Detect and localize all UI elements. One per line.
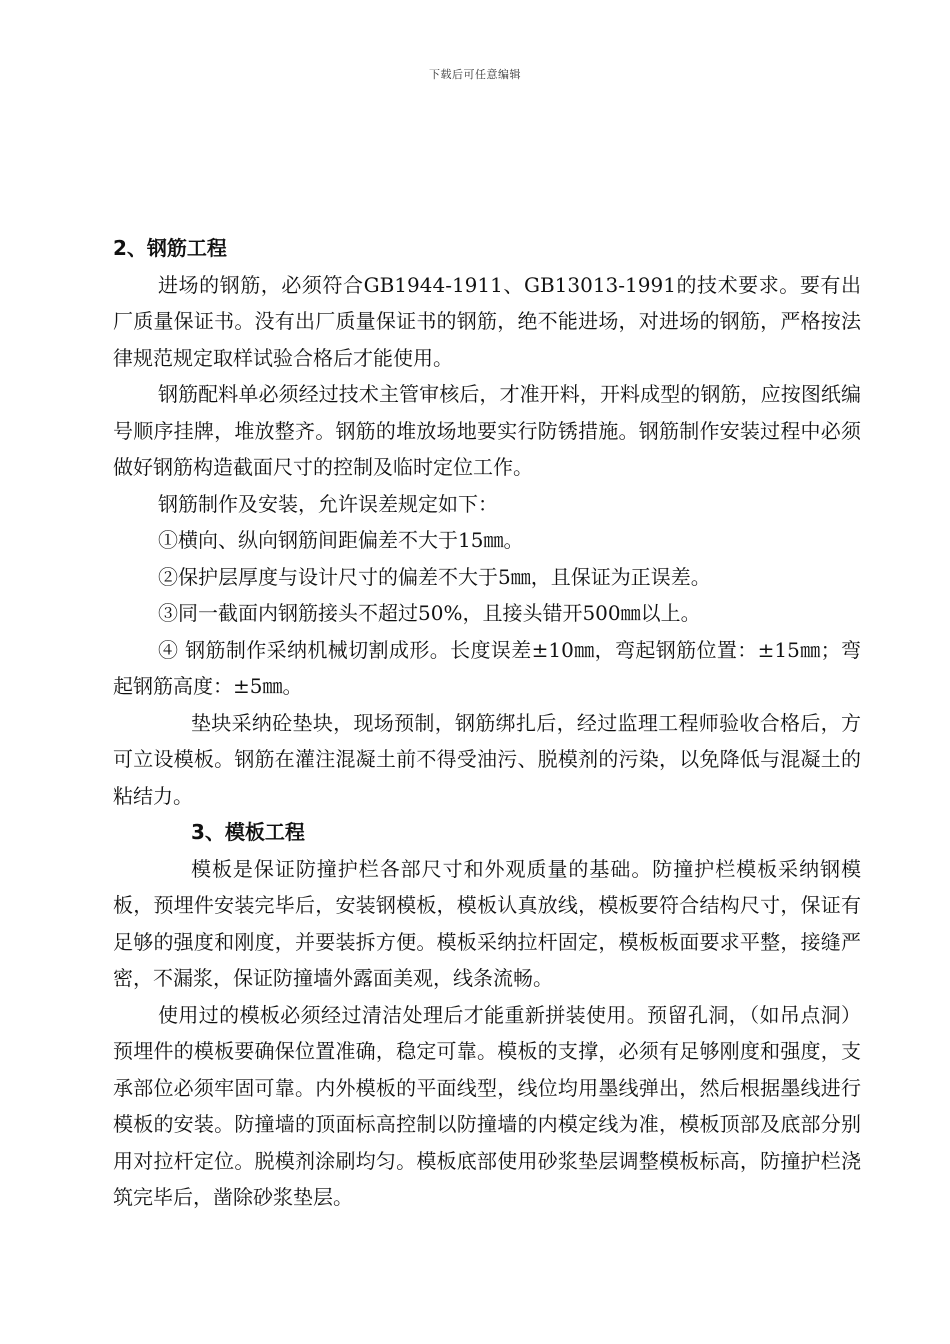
section-2-paragraph-2: 钢筋配料单必须经过技术主管审核后，才准开料，开料成型的钢筋，应按图纸编号顺序挂牌，堆放整齐。钢筋的堆放场地要实行防锈措施。钢筋制作安装过程中必须做好钢筋构造截面尺寸的控制及临时定位工作。 bbox=[113, 382, 861, 479]
section-2-heading: 2、钢筋工程 bbox=[113, 236, 227, 260]
tolerance-item-3: ③同一截面内钢筋接头不超过50%，且接头错开500㎜以上。 bbox=[158, 601, 701, 625]
section-3-paragraph-1: 模板是保证防撞护栏各部尺寸和外观质量的基础。防撞护栏模板采纳钢模板，预埋件安装完毕后，安装钢模板，模板认真放线，模板要符合结构尺寸，保证有足够的强度和刚度，并要装拆方便。模板采纳拉杆固定，模板板面要求平整，接缝严密，不漏浆，保证防撞墙外露面美观，线条流畅。 bbox=[113, 856, 861, 990]
section-3-paragraph-2: 使用过的模板必须经过清洁处理后才能重新拼装使用。预留孔洞，（如吊点洞）预埋件的模板要确保位置准确，稳定可靠。模板的支撑，必须有足够刚度和强度，支承部位必须牢固可靠。内外模板的平面线型，线位均用墨线弹出，然后根据墨线进行模板的安装。防撞墙的顶面标高控制以防撞墙的内模定线为准，模板顶部及底部分别用对拉杆定位。脱模剂涂刷均匀。模板底部使用砂浆垫层调整模板标高，防撞护栏浇筑完毕后，凿除砂浆垫层。 bbox=[113, 1002, 861, 1209]
tolerance-item-1: ①横向、纵向钢筋间距偏差不大于15㎜。 bbox=[158, 528, 524, 552]
section-2-paragraph-1: 进场的钢筋，必须符合GB1944-1911、GB13013-1991的技术要求。要有出厂质量保证书。没有出厂质量保证书的钢筋，绝不能进场，对进场的钢筋，严格按法律规范规定取样试验合格后才能使用。 bbox=[113, 272, 861, 370]
document-body bbox=[113, 230, 861, 1216]
tolerance-item-4: ④ 钢筋制作采纳机械切割成形。长度误差±10㎜，弯起钢筋位置：±15㎜；弯起钢筋高度：±5㎜。 bbox=[113, 637, 861, 698]
section-3-heading: 3、模板工程 bbox=[191, 820, 305, 844]
section-2-paragraph-3: 钢筋制作及安装，允许误差规定如下： bbox=[158, 491, 498, 516]
header-note: 下载后可任意编辑 bbox=[429, 68, 521, 81]
section-2-paragraph-4: 垫块采纳砼垫块，现场预制，钢筋绑扎后，经过监理工程师验收合格后，方可立设模板。钢筋在灌注混凝土前不得受油污、脱模剂的污染，以免降低与混凝土的粘结力。 bbox=[113, 710, 861, 808]
tolerance-item-2: ②保护层厚度与设计尺寸的偏差不大于5㎜，且保证为正误差。 bbox=[158, 564, 711, 589]
